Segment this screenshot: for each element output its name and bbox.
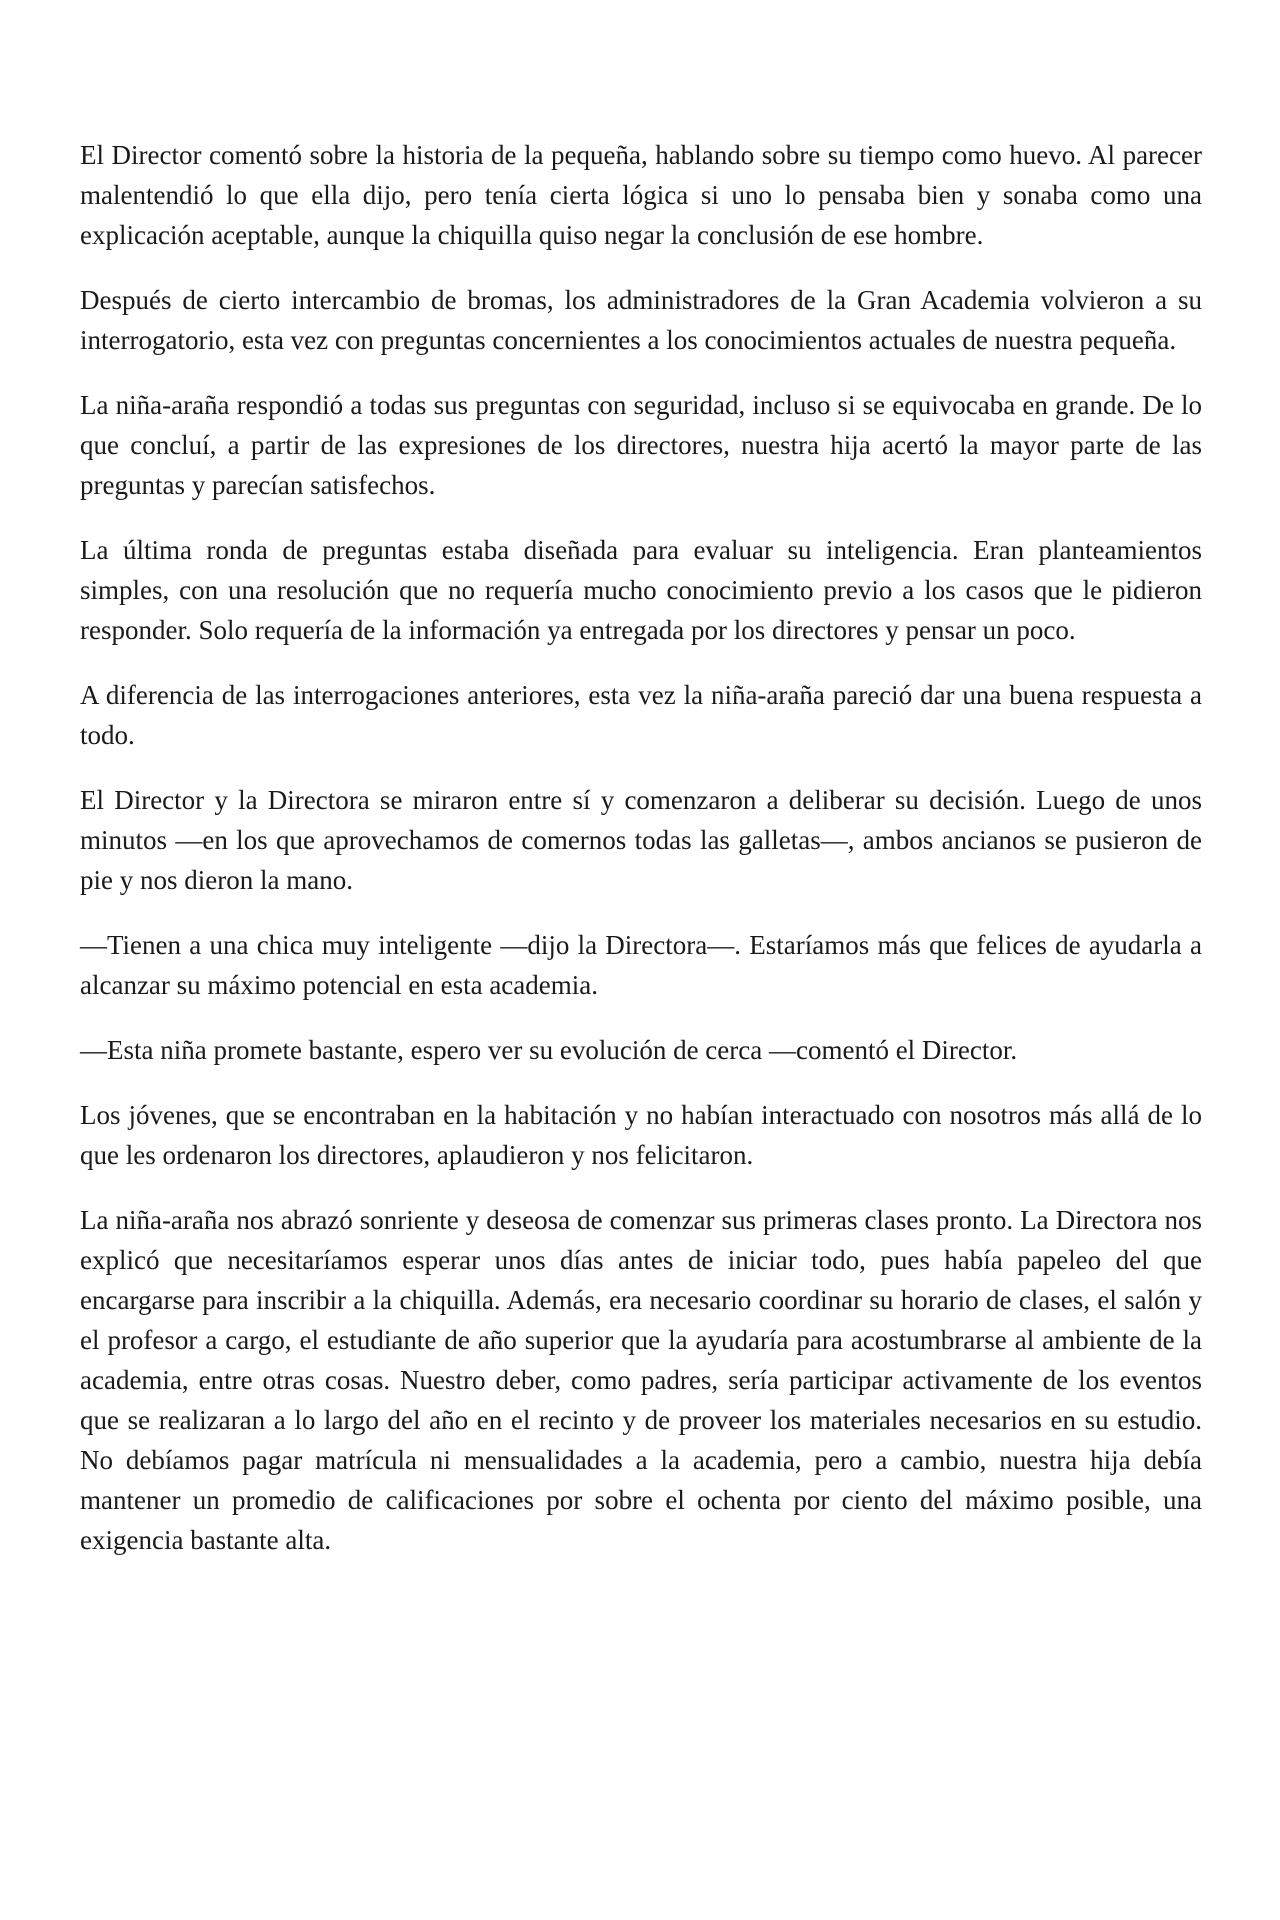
paragraph-4: La última ronda de preguntas estaba diseñada para evaluar su inteligencia. Eran planteamientos simples, con una resolución que no requería mucho conocimiento previo a los casos que le pidieron responder. Solo requería de la información ya entregada por los directores y pensar un poco. [80,535,1202,645]
document-page [80,135,1202,1585]
paragraph-5: A diferencia de las interrogaciones anteriores, esta vez la niña-araña pareció dar una buena respuesta a todo. [80,680,1202,750]
paragraph-9: Los jóvenes, que se encontraban en la habitación y no habían interactuado con nosotros más allá de lo que les ordenaron los directores, aplaudieron y nos felicitaron. [80,1100,1202,1170]
paragraph-8: —Esta niña promete bastante, espero ver su evolución de cerca —comentó el Director. [80,1035,1018,1065]
paragraph-7: —Tienen a una chica muy inteligente —dijo la Directora—. Estaríamos más que felices de ayudarla a alcanzar su máximo potencial en esta academia. [80,930,1202,1000]
paragraph-10: La niña-araña nos abrazó sonriente y deseosa de comenzar sus primeras clases pronto. La Directora nos explicó que necesitaríamos esperar unos días antes de iniciar todo, pues había papeleo del que encargarse para inscribir a la chiquilla. Además, era necesario coordinar su horario de clases, el salón y el profesor a cargo, el estudiante de año superior que la ayudaría para acostumbrarse al ambiente de la academia, entre otras cosas. Nuestro deber, como padres, sería participar activamente de los eventos que se realizaran a lo largo del año en el recinto y de proveer los materiales necesarios en su estudio. No debíamos pagar matrícula ni mensualidades a la academia, pero a cambio, nuestra hija debía mantener un promedio de calificaciones por sobre el ochenta por ciento del máximo posible, una exigencia bastante alta. [80,1205,1202,1555]
paragraph-3: La niña-araña respondió a todas sus preguntas con seguridad, incluso si se equivocaba en grande. De lo que concluí, a partir de las expresiones de los directores, nuestra hija acertó la mayor parte de las preguntas y parecían satisfechos. [80,390,1202,500]
paragraph-1: El Director comentó sobre la historia de la pequeña, hablando sobre su tiempo como huevo. Al parecer malentendió lo que ella dijo, pero tenía cierta lógica si uno lo pensaba bien y sonaba como una explicación aceptable, aunque la chiquilla quiso negar la conclusión de ese hombre. [80,140,1202,250]
paragraph-6: El Director y la Directora se miraron entre sí y comenzaron a deliberar su decisión. Luego de unos minutos —en los que aprovechamos de comernos todas las galletas—, ambos ancianos se pusieron de pie y nos dieron la mano. [80,785,1202,895]
paragraph-2: Después de cierto intercambio de bromas, los administradores de la Gran Academia volvieron a su interrogatorio, esta vez con preguntas concernientes a los conocimientos actuales de nuestra pequeña. [80,285,1202,355]
